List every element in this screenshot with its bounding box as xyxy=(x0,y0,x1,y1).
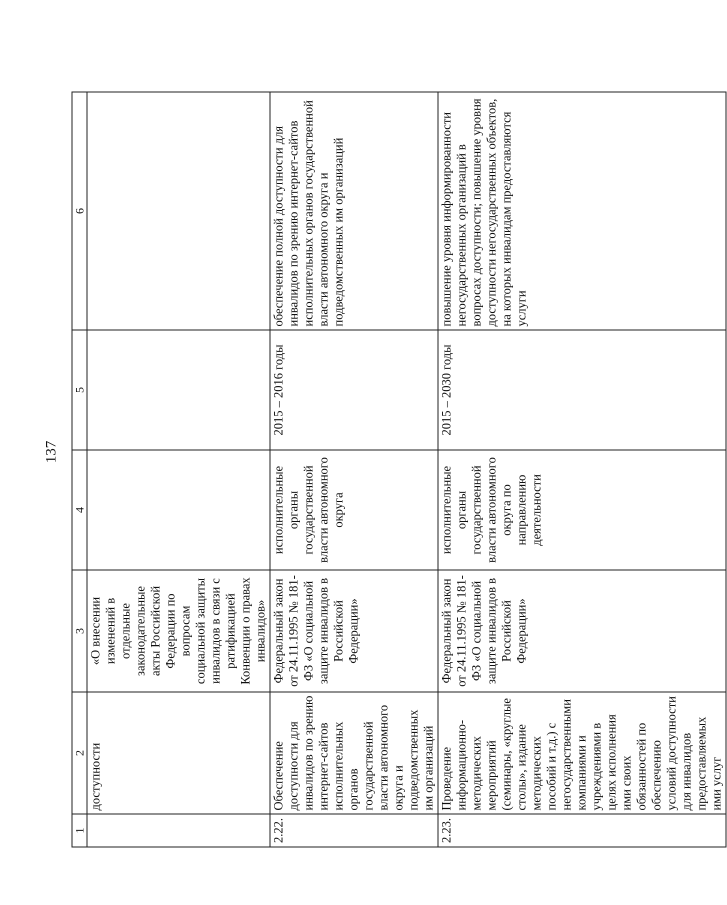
header-col-5: 5 xyxy=(72,330,87,450)
term-cell xyxy=(87,330,270,450)
legal-basis-cell: Федеральный закон от 24.11.1995 № 181-ФЗ «О социальной защите инвалидов в Российской Федерации» xyxy=(270,570,438,692)
header-col-2: 2 xyxy=(72,692,87,814)
term-cell: 2015 – 2016 годы xyxy=(270,330,438,450)
table-row xyxy=(87,92,270,847)
measure-cell: Обеспечение доступности для инвалидов по зрению интернет-сайтов исполнительных органов государственной власти автономного округа и подведомственных им организаций xyxy=(270,692,438,814)
table-row xyxy=(438,92,726,847)
header-col-1: 1 xyxy=(72,814,87,847)
result-cell: повышение уровня информированности негосударственных организаций в вопросах доступности; повышение уровня доступности негосударственных объектов, на которых инвалидам предоставляются услуги xyxy=(438,92,726,330)
row-number: 2.23. xyxy=(438,814,726,847)
executors-cell xyxy=(87,450,270,570)
header-col-3: 3 xyxy=(72,570,87,692)
page-number: 137 xyxy=(43,440,60,464)
executors-cell: исполнительные органы государственной власти автономного округа по направлению деятельности xyxy=(438,450,726,570)
term-cell: 2015 – 2030 годы xyxy=(438,330,726,450)
table-row xyxy=(270,92,438,847)
legal-basis-cell: «О внесении изменений в отдельные законодательные акты Российской Федерации по вопросам социальной защиты инвалидов в связи с ратификацией Конвенции о правах инвалидов» xyxy=(87,570,270,692)
measures-table xyxy=(72,92,727,848)
measure-cell: доступности xyxy=(87,692,270,814)
header-row xyxy=(72,92,87,847)
measure-cell: Проведение информационно-методических мероприятий (семинары, «круглые столы», издание методических пособий и т.д.) с негосударственными компаниями и учреждениями в целях исполнения ими своих обязанностей по обеспечению условий доступности для инвалидов предоставляемых ими услуг xyxy=(438,692,726,814)
result-cell: обеспечение полной доступности для инвалидов по зрению интернет-сайтов исполнительных органов государственной власти автономного округа и подведомственных им организаций xyxy=(270,92,438,330)
result-cell xyxy=(87,92,270,330)
header-col-4: 4 xyxy=(72,450,87,570)
rotated-table-container xyxy=(72,93,724,848)
row-number: 2.22. xyxy=(270,814,438,847)
legal-basis-cell: Федеральный закон от 24.11.1995 № 181-ФЗ «О социальной защите инвалидов в Российской Федерации» xyxy=(438,570,726,692)
executors-cell: исполнительные органы государственной власти автономного округа xyxy=(270,450,438,570)
row-number xyxy=(87,814,270,847)
header-col-6: 6 xyxy=(72,92,87,330)
